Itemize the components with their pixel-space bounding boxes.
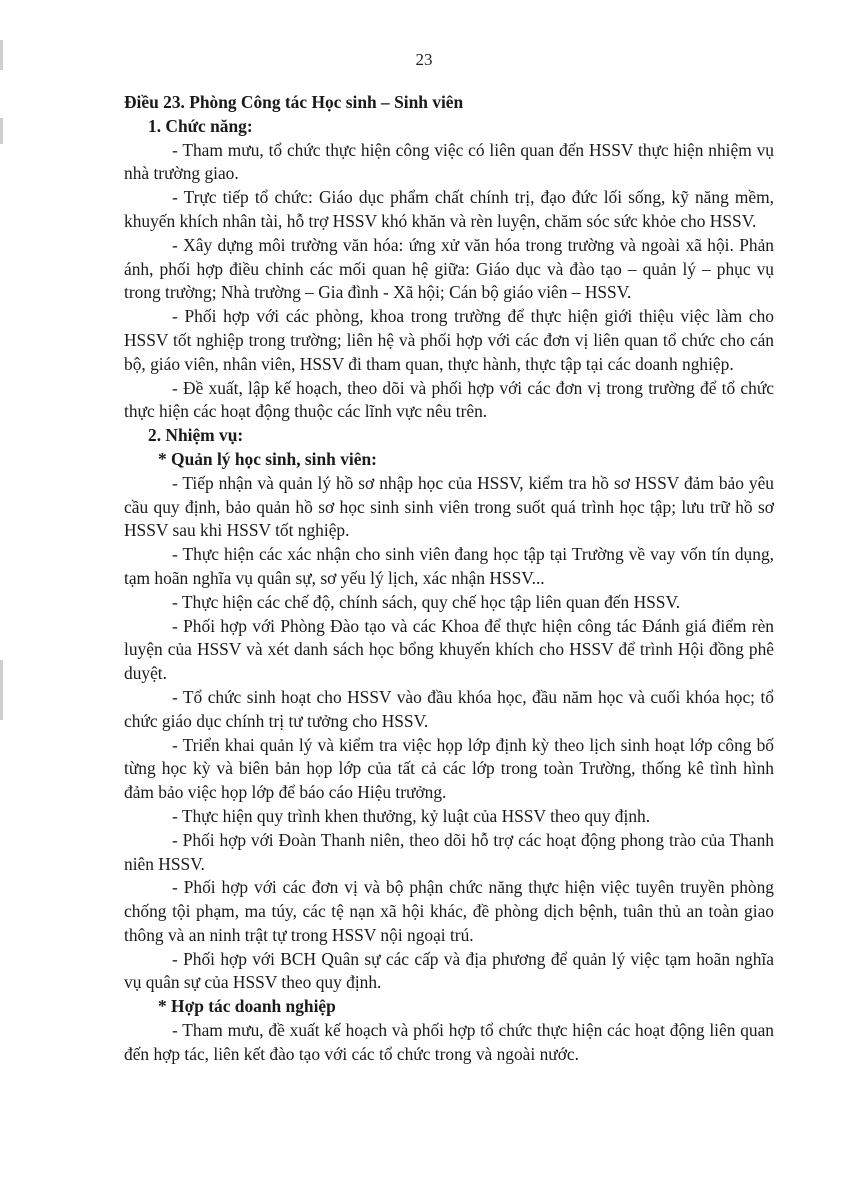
paragraph: - Phối hợp với BCH Quân sự các cấp và địa phương để quản lý việc tạm hoãn nghĩa vụ quân sự của HSSV theo quy định. (124, 948, 774, 993)
section-title-duties: 2. Nhiệm vụ: (148, 425, 244, 446)
functions-list (124, 139, 774, 425)
page-number: 23 (415, 50, 433, 69)
paragraph: - Phối hợp với Phòng Đào tạo và các Khoa để thực hiện công tác Đánh giá điểm rèn luyện của HSSV và xét danh sách học bổng khuyến khích cho HSSV để trình Hội đồng phê duyệt. (124, 615, 774, 684)
paragraph: - Thực hiện các xác nhận cho sinh viên đang học tập tại Trường về vay vốn tín dụng, tạm hoãn nghĩa vụ quân sự, sơ yếu lý lịch, xác nhận HSSV... (124, 544, 774, 588)
paragraph: - Đề xuất, lập kế hoạch, theo dõi và phối hợp với các đơn vị trong trường để tổ chức thực hiện các hoạt động thuộc các lĩnh vực nêu trên. (124, 377, 774, 422)
document-body (124, 91, 774, 1067)
section-title-functions: 1. Chức năng: (148, 115, 253, 136)
student-management-list (124, 472, 774, 996)
paragraph: - Xây dựng môi trường văn hóa: ứng xử văn hóa trong trường và ngoài xã hội. Phản ánh, phối hợp điều chỉnh các mối quan hệ giữa: Giáo dục và đào tạo – quản lý – phục vụ trong trường; Nhà trường – Gia đình - Xã hội; Cán bộ giáo viên – HSSV. (124, 234, 774, 303)
paragraph: - Thực hiện quy trình khen thưởng, kỷ luật của HSSV theo quy định. (172, 805, 651, 826)
paragraph: - Tiếp nhận và quản lý hồ sơ nhập học của HSSV, kiểm tra hồ sơ HSSV đảm bảo yêu cầu quy định, bảo quản hồ sơ học sinh sinh viên trong suốt quá trình học tập; lưu trữ hồ sơ HSSV sau khi HSSV tốt nghiệp. (124, 472, 774, 541)
paragraph: - Tham mưu, đề xuất kế hoạch và phối hợp tổ chức thực hiện các hoạt động liên quan đến hợp tác, liên kết đào tạo với các tổ chức trong và ngoài nước. (124, 1020, 774, 1064)
subsection-title-enterprise-cooperation: * Hợp tác doanh nghiệp (158, 996, 336, 1017)
paragraph: - Tổ chức sinh hoạt cho HSSV vào đầu khóa học, đầu năm học và cuối khóa học; tổ chức giáo dục chính trị tư tưởng cho HSSV. (124, 686, 774, 731)
article-title: Điều 23. Phòng Công tác Học sinh – Sinh viên (124, 92, 464, 112)
paragraph: - Thực hiện các chế độ, chính sách, quy chế học tập liên quan đến HSSV. (172, 591, 681, 612)
subsection-title-student-management: * Quản lý học sinh, sinh viên: (158, 448, 377, 469)
paragraph: - Phối hợp với các phòng, khoa trong trường để thực hiện giới thiệu việc làm cho HSSV tốt nghiệp trong trường; liên hệ và phối hợp với các đơn vị liên quan tổ chức cho cán bộ, giáo viên, nhân viên, HSSV đi tham quan, thực hành, thực tập tại các doanh nghiệp. (124, 306, 774, 374)
scan-edge-mark (0, 660, 3, 720)
scan-edge-mark (0, 118, 3, 144)
paragraph: - Phối hợp với Đoàn Thanh niên, theo dõi hỗ trợ các hoạt động phong trào của Thanh niên HSSV. (124, 829, 774, 874)
paragraph: - Trực tiếp tổ chức: Giáo dục phẩm chất chính trị, đạo đức lối sống, kỹ năng mềm, khuyến khích nhân tài, hỗ trợ HSSV khó khăn và rèn luyện, chăm sóc sức khỏe cho HSSV. (124, 187, 774, 231)
paragraph: - Tham mưu, tổ chức thực hiện công việc có liên quan đến HSSV thực hiện nhiệm vụ nhà trường giao. (124, 139, 774, 184)
paragraph: - Triển khai quản lý và kiểm tra việc họp lớp định kỳ theo lịch sinh hoạt lớp công bố từng học kỳ và biên bản họp lớp của tất cả các lớp trong toàn Trường, thống kê tình hình đảm bảo việc họp lớp để báo cáo Hiệu trưởng. (124, 734, 774, 803)
enterprise-cooperation-list (124, 1019, 774, 1067)
paragraph: - Phối hợp với các đơn vị và bộ phận chức năng thực hiện việc tuyên truyền phòng chống tội phạm, ma túy, các tệ nạn xã hội khác, đề phòng dịch bệnh, tuân thủ an toàn giao thông và an ninh trật tự trong HSSV nội ngoại trú. (124, 877, 774, 945)
